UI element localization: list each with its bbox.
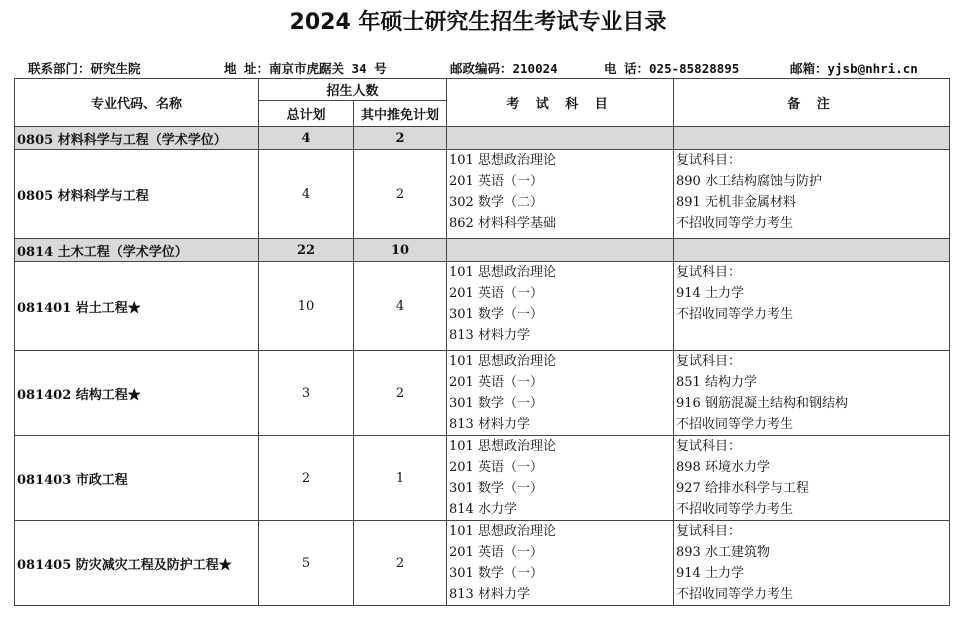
exam-subject: 862 材料科学基础 bbox=[449, 216, 556, 231]
exam-subject: 101 思想政治理论 bbox=[449, 524, 556, 539]
exam-subject: 301 数学（一） bbox=[449, 566, 543, 581]
major-total: 2 bbox=[259, 436, 354, 521]
note-line: 复试科目： bbox=[676, 524, 742, 539]
note-line: 不招收同等学力考生 bbox=[676, 587, 794, 602]
exam-subject: 301 数学（一） bbox=[449, 396, 543, 411]
catalog-body bbox=[15, 127, 950, 606]
major-name: 0805 材料科学与工程 bbox=[15, 150, 259, 239]
exam-subject: 201 英语（一） bbox=[449, 174, 543, 189]
note-line: 916 钢筋混凝土结构和钢结构 bbox=[676, 396, 848, 411]
major-name: 081403 市政工程 bbox=[15, 436, 259, 521]
exam-subjects bbox=[447, 262, 674, 351]
group-row bbox=[15, 127, 950, 150]
note-line: 914 土力学 bbox=[676, 286, 744, 301]
exam-subject: 101 思想政治理论 bbox=[449, 354, 556, 369]
group-exam-empty bbox=[447, 127, 674, 150]
exam-subject: 201 英语（一） bbox=[449, 460, 543, 475]
major-name: 081405 防灾减灾工程及防护工程★ bbox=[15, 521, 259, 606]
group-exempt: 2 bbox=[354, 127, 447, 150]
exam-subjects bbox=[447, 150, 674, 239]
notes bbox=[674, 150, 950, 239]
header-enroll: 招生人数 bbox=[259, 79, 447, 101]
note-line: 851 结构力学 bbox=[676, 375, 757, 390]
major-exempt: 4 bbox=[354, 262, 447, 351]
exam-subject: 201 英语（一） bbox=[449, 286, 543, 301]
group-name: 0814 土木工程（学术学位） bbox=[15, 239, 259, 262]
header-notes: 备 注 bbox=[674, 79, 950, 127]
notes bbox=[674, 262, 950, 351]
note-line: 927 给排水科学与工程 bbox=[676, 481, 809, 496]
note-line: 893 水工建筑物 bbox=[676, 545, 770, 560]
major-row bbox=[15, 262, 950, 351]
major-total: 10 bbox=[259, 262, 354, 351]
group-name: 0805 材料科学与工程（学术学位） bbox=[15, 127, 259, 150]
page-title: 2024 年硕士研究生招生考试专业目录 bbox=[289, 10, 667, 35]
major-row bbox=[15, 150, 950, 239]
major-exempt: 2 bbox=[354, 150, 447, 239]
group-exam-empty bbox=[447, 239, 674, 262]
note-line: 891 无机非金属材料 bbox=[676, 195, 796, 210]
major-total: 4 bbox=[259, 150, 354, 239]
exam-subjects bbox=[447, 436, 674, 521]
note-line: 复试科目： bbox=[676, 153, 742, 168]
note-line: 不招收同等学力考生 bbox=[676, 307, 794, 322]
contact-info-bar bbox=[0, 57, 956, 77]
major-exempt: 2 bbox=[354, 521, 447, 606]
catalog-table bbox=[14, 78, 950, 606]
group-total: 22 bbox=[259, 239, 354, 262]
major-name: 081401 岩土工程★ bbox=[15, 262, 259, 351]
group-notes-empty bbox=[674, 127, 950, 150]
major-exempt: 2 bbox=[354, 351, 447, 436]
major-total: 5 bbox=[259, 521, 354, 606]
major-exempt: 1 bbox=[354, 436, 447, 521]
header-total: 总计划 bbox=[259, 101, 354, 127]
contact-address: 地 址：南京市虎踞关 34 号 bbox=[224, 61, 387, 76]
exam-subject: 814 水力学 bbox=[449, 502, 517, 517]
header-exempt: 其中推免计划 bbox=[354, 101, 447, 127]
note-line: 复试科目： bbox=[676, 265, 742, 280]
header-major: 专业代码、名称 bbox=[15, 79, 259, 127]
note-line: 890 水工结构腐蚀与防护 bbox=[676, 174, 822, 189]
contact-phone: 电 话：025-85828895 bbox=[604, 61, 740, 76]
header-exam: 考 试 科 目 bbox=[447, 79, 674, 127]
exam-subject: 201 英语（一） bbox=[449, 375, 543, 390]
note-line: 不招收同等学力考生 bbox=[676, 417, 794, 432]
exam-subjects bbox=[447, 521, 674, 606]
exam-subject: 201 英语（一） bbox=[449, 545, 543, 560]
major-row bbox=[15, 351, 950, 436]
note-line: 不招收同等学力考生 bbox=[676, 502, 794, 517]
note-line: 复试科目： bbox=[676, 354, 742, 369]
exam-subject: 101 思想政治理论 bbox=[449, 439, 556, 454]
contact-dept: 联系部门：研究生院 bbox=[28, 61, 141, 76]
exam-subject: 813 材料力学 bbox=[449, 417, 530, 432]
exam-subjects bbox=[447, 351, 674, 436]
group-notes-empty bbox=[674, 239, 950, 262]
group-row bbox=[15, 239, 950, 262]
notes bbox=[674, 521, 950, 606]
exam-subject: 301 数学（一） bbox=[449, 307, 543, 322]
notes bbox=[674, 436, 950, 521]
note-line: 不招收同等学力考生 bbox=[676, 216, 794, 231]
exam-subject: 101 思想政治理论 bbox=[449, 265, 556, 280]
major-row bbox=[15, 521, 950, 606]
major-name: 081402 结构工程★ bbox=[15, 351, 259, 436]
note-line: 复试科目： bbox=[676, 439, 742, 454]
exam-subject: 813 材料力学 bbox=[449, 587, 530, 602]
exam-subject: 813 材料力学 bbox=[449, 328, 530, 343]
exam-subject: 101 思想政治理论 bbox=[449, 153, 556, 168]
contact-email: 邮箱：yjsb@nhri.cn bbox=[790, 61, 918, 76]
notes bbox=[674, 351, 950, 436]
group-exempt: 10 bbox=[354, 239, 447, 262]
contact-postcode: 邮政编码：210024 bbox=[450, 61, 558, 76]
major-total: 3 bbox=[259, 351, 354, 436]
exam-subject: 301 数学（一） bbox=[449, 481, 543, 496]
note-line: 914 土力学 bbox=[676, 566, 744, 581]
exam-subject: 302 数学（二） bbox=[449, 195, 543, 210]
note-line: 898 环境水力学 bbox=[676, 460, 770, 475]
group-total: 4 bbox=[259, 127, 354, 150]
major-row bbox=[15, 436, 950, 521]
